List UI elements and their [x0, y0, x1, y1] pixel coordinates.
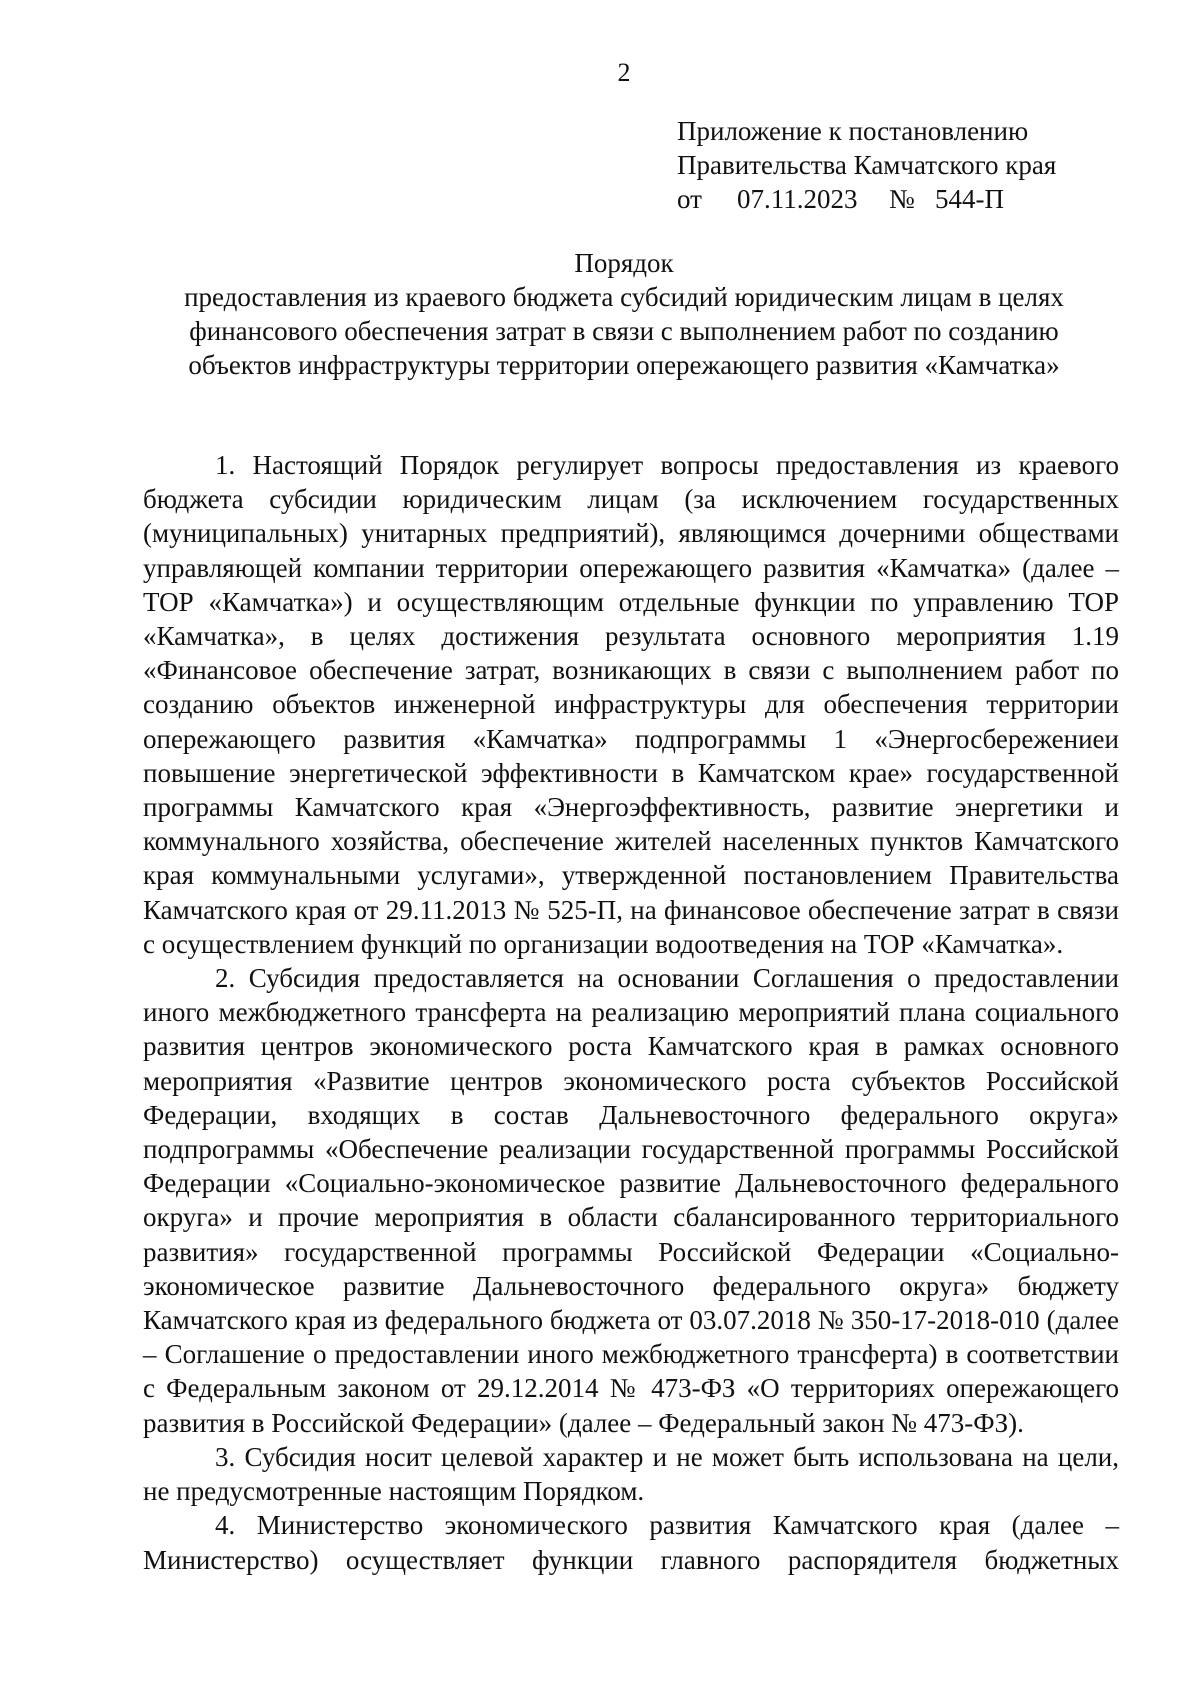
- title-line-2: финансового обеспечения затрат в связи с выполнением работ по созданию: [189, 316, 1059, 346]
- paragraph-4: 4. Министерство экономического развития Камчатского края (далее – Министерство) осуществляет функции главного распорядителя бюджетных: [143, 1510, 1119, 1575]
- title-line-3: объектов инфраструктуры территории опережающего развития «Камчатка»: [188, 350, 1060, 380]
- appendix-from-label: от: [677, 184, 702, 214]
- title-line-1: предоставления из краевого бюджета субсидий юридическим лицам в целях: [184, 282, 1064, 312]
- page-number: 2: [617, 58, 631, 87]
- appendix-date-number-row: [677, 182, 1056, 216]
- paragraph-1: 1. Настоящий Порядок регулирует вопросы предоставления из краевого бюджета субсидии юридическим лицам (за исключением государственных (муниципальных) унитарных предприятий), являющимся дочерними обществами управляющей компании территории опережающего развития «Камчатка» (далее – ТОР «Камчатка») и осуществляющим отдельные функции по управлению ТОР «Камчатка», в целях достижения результата основного мероприятия 1.19 «Финансовое обеспечение затрат, возникающих в связи с выполнением работ по созданию объектов инженерной инфраструктуры для обеспечения территории опережающего развития «Камчатка» подпрограммы 1 «Энергосбережениеи повышение энергетической эффективности в Камчатском крае» государственной программы Камчатского края «Энергоэффективность, развитие энергетики и коммунального хозяйства, обеспечение жителей населенных пунктов Камчатского края коммунальными услугами», утвержденной постановлением Правительства Камчатского края от 29.11.2013 № 525-П, на финансовое обеспечение затрат в связи с осуществлением функций по организации водоотведения на ТОР «Камчатка».: [143, 450, 1119, 959]
- appendix-header: [677, 114, 1056, 216]
- appendix-number: 544-П: [935, 184, 1004, 214]
- document-body: [143, 448, 1119, 1577]
- appendix-line-1: Приложение к постановлению: [677, 116, 1029, 146]
- paragraph-2: 2. Субсидия предоставляется на основании Соглашения о предоставлении иного межбюджетного трансферта на реализацию мероприятий плана социального развития центров экономического роста Камчатского края в рамках основного мероприятия «Развитие центров экономического роста субъектов Российской Федерации, входящих в состав Дальневосточного федерального округа» подпрограммы «Обеспечение реализации государственной программы Российской Федерации «Социально-экономическое развитие Дальневосточного федерального округа» и прочие мероприятия в области сбалансированного территориального развития» государственной программы Российской Федерации «Социально-экономическое развитие Дальневосточного федерального округа» бюджету Камчатского края из федерального бюджета от 03.07.2018 № 350-17-2018-010 (далее – Соглашение о предоставлении иного межбюджетного трансферта) в соответствии с Федеральным законом от 29.12.2014 № 473-ФЗ «О территориях опережающего развития в Российской Федерации» (далее – Федеральный закон № 473-ФЗ).: [143, 963, 1119, 1438]
- document-title: [130, 246, 1118, 382]
- paragraph-3: 3. Субсидия носит целевой характер и не может быть использована на цели, не предусмотренные настоящим Порядком.: [143, 1441, 1119, 1507]
- appendix-number-sign: №: [889, 184, 915, 214]
- appendix-date: 07.11.2023: [737, 184, 858, 214]
- title-heading: Порядок: [574, 248, 674, 278]
- appendix-line-2: Правительства Камчатского края: [677, 150, 1057, 180]
